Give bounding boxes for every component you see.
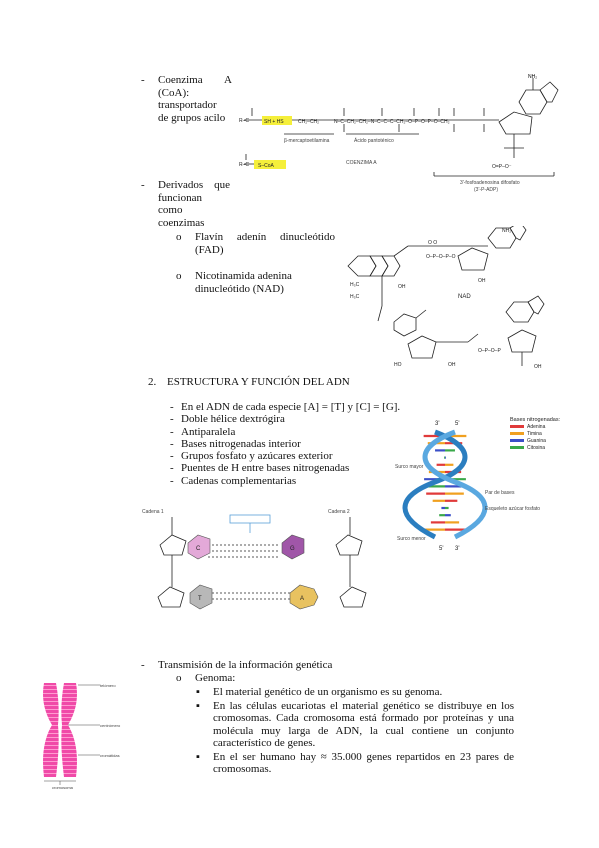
transmision-bullet: - [141, 659, 145, 671]
svg-text:HO: HO [394, 362, 402, 368]
chromosome-label: telómero [100, 683, 116, 688]
list-item-text: El material genético de un organismo es su genoma. [213, 686, 443, 698]
helix-label: Par de bases [485, 490, 515, 496]
fad-marker: o [176, 231, 182, 243]
derivados-line: Derivados que [158, 179, 230, 191]
helix-label: Surco mayor [395, 464, 424, 470]
list-item-text: Cadenas complementarias [181, 474, 297, 487]
fad-line: (FAD) [195, 243, 224, 256]
list-item-text: Doble hélice dextrógira [181, 413, 285, 426]
derivados-bullet: - [141, 179, 145, 191]
chromosome-figure [30, 675, 130, 790]
nad-item [195, 270, 325, 295]
chromatid-left [43, 683, 59, 777]
base-pairing-figure [140, 505, 382, 623]
coa-highlight-text: SH + HS [264, 119, 284, 125]
coenzyme-a-structure-figure [234, 72, 564, 202]
genoma-list [196, 686, 514, 776]
dna-properties-list [148, 401, 408, 487]
helix-end-label: 5' [455, 421, 460, 427]
list-item: - Grupos fosfato y azúcares exterior [170, 450, 333, 463]
transmision-title: Transmisión de la información genética [158, 659, 333, 671]
derivados-label [158, 179, 230, 229]
chromosome-label: centrómero [100, 723, 121, 728]
list-item-text: Bases nitrogenadas interior [181, 437, 301, 450]
legend-swatch [510, 432, 524, 435]
legend-label: Adenina [527, 424, 546, 430]
list-item: - Puentes de H entre bases nitrogenadas [170, 462, 350, 475]
dna-helix-figure [395, 412, 565, 554]
legend-swatch [510, 439, 524, 442]
coa-atom: R–C [239, 162, 250, 168]
fad-nad-svg [338, 226, 560, 384]
helix-end-label: 3' [435, 421, 440, 427]
base-letter: T [198, 596, 202, 602]
nad-line: Nicotinamida adenina [195, 270, 292, 282]
base-letter: C [196, 546, 201, 552]
coa-fig-label: β-mercaptoetilamina [284, 138, 330, 144]
base-pairing-svg [140, 505, 382, 623]
coa-fig-label: COENZIMA A [346, 160, 377, 166]
coa-fig-label: 3'-fosfoadenosina difosfato [460, 180, 520, 186]
legend-label: Citosina [527, 445, 546, 451]
coa-structure-svg [234, 72, 564, 202]
list-item-text: En las células eucariotas el material genético se distribuye en los cromosomas. Cada cromosoma está formado por proteínas y una molécula muy larga de ADN, la cual contiene un conjunto característico de genes. [213, 699, 514, 749]
legend-label: Timina [527, 431, 542, 437]
genoma-marker: o [176, 672, 182, 684]
list-item: ▪ El material genético de un organismo es su genoma. [196, 686, 514, 699]
strand-header: Cadena 1 [142, 509, 164, 515]
list-item: - Bases nitrogenadas interior [170, 437, 301, 450]
list-item: - Cadenas complementarias [170, 474, 297, 487]
fad-item [195, 231, 335, 256]
list-item: - Antiparalela [170, 425, 236, 438]
coa-fig-label: (3'-P-ADP) [474, 187, 499, 193]
helix-label: Surco menor [397, 536, 426, 542]
svg-text:O O: O O [428, 240, 438, 246]
list-item: ▪ En el ser humano hay ≈ 35.000 genes repartidos en 23 pares de cromosomas. [196, 750, 514, 775]
derivados-line: funcionan [158, 191, 202, 204]
nad-line: dinucleótido (NAD) [195, 282, 284, 295]
coa-label [158, 74, 232, 124]
svg-text:O–P–O–P: O–P–O–P [478, 348, 501, 354]
svg-text:O–P–O–P–O: O–P–O–P–O [426, 254, 456, 260]
coa-atom: CH₂–CH₂ [298, 119, 320, 125]
base-letter: A [300, 596, 305, 602]
legend-title: Bases nitrogenadas: [510, 417, 561, 423]
helix-end-label: 3' [455, 546, 460, 552]
coa-phosphate: O=P–O⁻ [492, 164, 512, 170]
nad-marker: o [176, 270, 182, 282]
list-item-text: Antiparalela [181, 425, 236, 438]
list-item: - En el ADN de cada especie [A] = [T] y [C] = [G]. [170, 401, 401, 413]
list-item: ▪ En las células eucariotas el material genético se distribuye en los cromosomas. Cada cromosoma está formado por proteínas y una molécula muy larga de ADN, la cual contiene un conjunto característico de genes. [196, 699, 514, 749]
coa-label-line: transportador [158, 99, 217, 111]
svg-text:H₃C: H₃C [350, 294, 360, 300]
legend [510, 424, 546, 451]
chromosome-svg [30, 675, 130, 790]
chromatid-right [61, 683, 77, 777]
legend-label: Guanina [527, 438, 546, 444]
base-letter: G [290, 546, 295, 552]
genoma-title: Genoma: [195, 672, 236, 684]
list-item-text: En el ser humano hay ≈ 35.000 genes repartidos en 23 pares de cromosomas. [213, 750, 514, 775]
svg-text:OH: OH [448, 362, 456, 368]
derivados-line: como coenzimas [158, 204, 205, 229]
nad-label: NAD [458, 294, 471, 300]
coa-label-line: de grupos acilo [158, 111, 226, 124]
dna-helix-svg [395, 412, 565, 554]
coa-label-line: Coenzima A [158, 74, 232, 86]
chromosome-label: cromátidas [100, 753, 120, 758]
fad-nh2: NH₂ [502, 228, 512, 234]
chromosome-label: cromosoma [52, 785, 73, 790]
helix-end-label: 5' [439, 546, 444, 552]
coa-atom: R–C [239, 118, 250, 124]
coa-label-line: (CoA): [158, 86, 190, 99]
fad-line: Flavín adenín dinucleótido [195, 231, 335, 243]
svg-text:OH: OH [398, 284, 406, 290]
section-title: ESTRUCTURA Y FUNCIÓN DEL ADN [167, 376, 350, 388]
fad-nad-structure-figure [338, 226, 560, 384]
legend-swatch [510, 425, 524, 428]
section-number: 2. [148, 376, 157, 388]
list-item-text: En el ADN de cada especie [A] = [T] y [C] = [G]. [181, 401, 401, 413]
coa-atom: N–C–CH₂–CH₂–N–C–C–C–CH₂–O–P–O–P–O–CH₂ [334, 119, 450, 125]
list-item-text: Grupos fosfato y azúcares exterior [181, 450, 333, 463]
svg-text:H₃C: H₃C [350, 282, 360, 288]
legend-swatch [510, 446, 524, 449]
helix-label: Esqueleto azúcar fosfato [485, 506, 541, 512]
coa-fig-label: Ácido pantoténico [354, 138, 394, 144]
coa-product-text: S–CoA [258, 163, 274, 169]
list-item: - Doble hélice dextrógira [170, 413, 285, 426]
list-item-text: Puentes de H entre bases nitrogenadas [181, 462, 350, 475]
svg-text:OH: OH [478, 278, 486, 284]
coa-nh2: NH₂ [528, 74, 538, 80]
svg-text:OH: OH [534, 364, 542, 370]
strand-header: Cadena 2 [328, 509, 350, 515]
coa-bullet: - [141, 74, 145, 86]
